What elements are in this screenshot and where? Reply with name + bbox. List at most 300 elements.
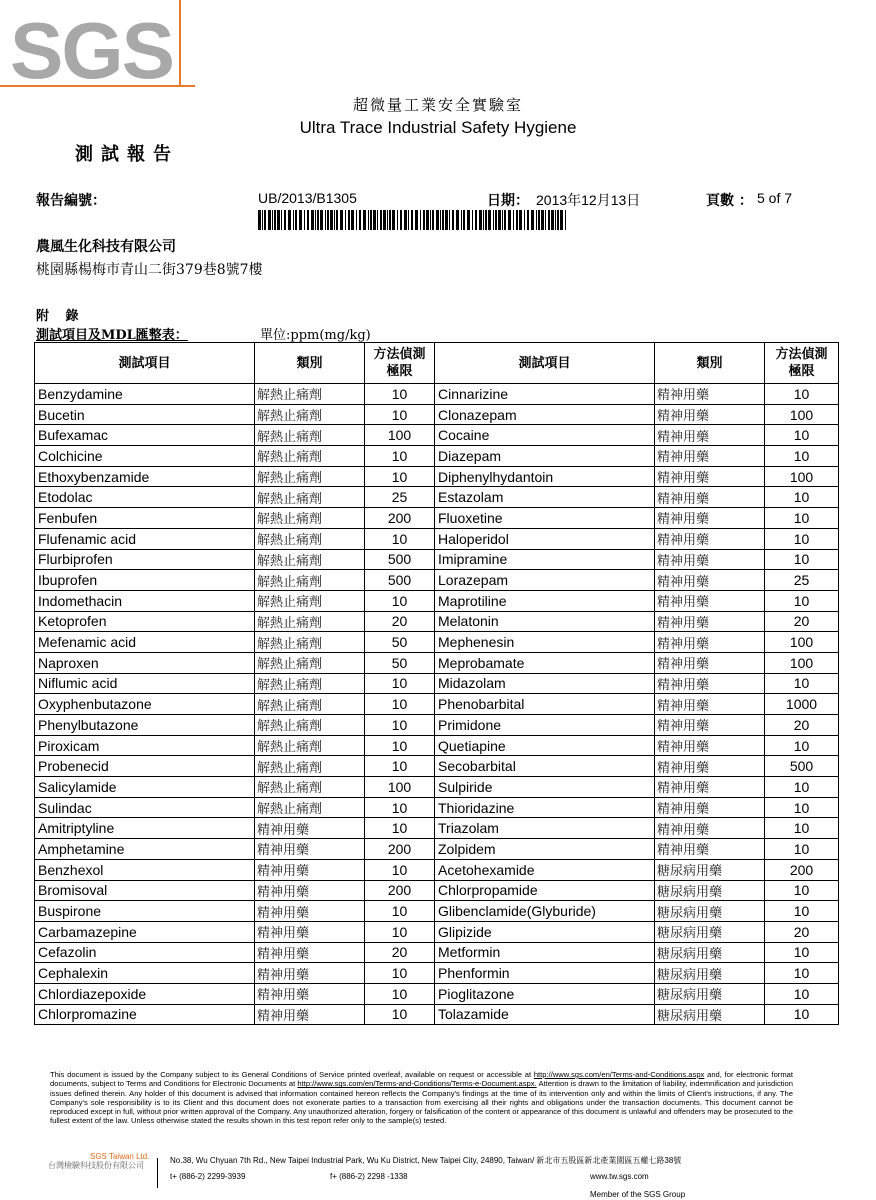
page-label: 頁數 ： <box>706 193 753 209</box>
item-name-left: Fenbufen <box>35 508 255 529</box>
item-name-left: Oxyphenbutazone <box>35 694 255 715</box>
footer-telephone: t+ (886-2) 2299-3939 <box>170 1172 246 1181</box>
item-category-right: 精神用藥 <box>655 446 765 467</box>
item-mdl-right: 20 <box>765 611 839 632</box>
barcode-bar <box>356 210 357 230</box>
barcode-bar <box>524 210 525 230</box>
item-mdl-right: 10 <box>765 963 839 984</box>
item-name-left: Ketoprofen <box>35 611 255 632</box>
item-category-right: 糖尿病用藥 <box>655 963 765 984</box>
item-category-left: 精神用藥 <box>255 818 365 839</box>
barcode-bar <box>551 210 554 230</box>
item-name-right: Chlorpropamide <box>435 880 655 901</box>
item-mdl-left: 10 <box>365 983 435 1004</box>
item-category-left: 解熱止痛劑 <box>255 694 365 715</box>
item-name-right: Phenformin <box>435 963 655 984</box>
barcode-bar <box>315 210 316 230</box>
report-no: UB/2013/B1305 <box>258 190 357 206</box>
item-name-right: Imipramine <box>435 549 655 570</box>
barcode-bar <box>320 210 323 230</box>
table-row <box>35 384 839 405</box>
item-category-right: 糖尿病用藥 <box>655 921 765 942</box>
table-row <box>35 611 839 632</box>
item-name-left: Phenylbutazone <box>35 715 255 736</box>
barcode-bar <box>513 210 514 230</box>
item-mdl-left: 10 <box>365 735 435 756</box>
header-mdl-line2: 極限 <box>386 364 413 379</box>
test-items-table <box>34 342 839 1025</box>
header-category-left: 類別 <box>255 343 365 384</box>
barcode-bar <box>397 210 398 230</box>
item-mdl-right: 10 <box>765 487 839 508</box>
terms-e-document-link[interactable]: http://www.sgs.com/en/Terms-and-Conditions/Terms-e-Document.aspx. <box>297 1079 537 1089</box>
date-label: 日期： <box>487 193 529 209</box>
barcode-bar <box>485 210 487 230</box>
item-category-right: 糖尿病用藥 <box>655 1004 765 1025</box>
barcode-bar <box>426 210 429 230</box>
barcode-bar <box>272 210 273 230</box>
item-category-right: 精神用藥 <box>655 590 765 611</box>
item-name-right: Triazolam <box>435 818 655 839</box>
item-mdl-left: 25 <box>365 487 435 508</box>
item-mdl-right: 100 <box>765 632 839 653</box>
item-name-left: Flufenamic acid <box>35 528 255 549</box>
barcode-bar <box>436 210 439 230</box>
table-row <box>35 466 839 487</box>
barcode-bar <box>432 210 434 230</box>
barcode-bar <box>377 210 378 230</box>
barcode-bar <box>548 210 550 230</box>
item-name-left: Cefazolin <box>35 942 255 963</box>
item-name-left: Piroxicam <box>35 735 255 756</box>
barcode-bar <box>536 210 537 230</box>
barcode-bar <box>516 210 518 230</box>
barcode-bar <box>262 210 263 230</box>
item-name-left: Carbamazepine <box>35 921 255 942</box>
item-category-left: 解熱止痛劑 <box>255 528 365 549</box>
item-category-right: 精神用藥 <box>655 735 765 756</box>
item-category-right: 糖尿病用藥 <box>655 901 765 922</box>
barcode-bar <box>274 210 276 230</box>
report-no-label: 報告編號： <box>36 193 106 209</box>
table-row <box>35 901 839 922</box>
item-name-left: Flurbiprofen <box>35 549 255 570</box>
table-row <box>35 694 839 715</box>
item-category-left: 解熱止痛劑 <box>255 652 365 673</box>
barcode-bar <box>295 210 297 230</box>
item-category-right: 精神用藥 <box>655 487 765 508</box>
barcode-bar <box>317 210 319 230</box>
header-mdl-line1: 方法偵測 <box>373 347 426 362</box>
item-name-right: Haloperidol <box>435 528 655 549</box>
barcode-bar <box>461 210 462 230</box>
item-mdl-right: 10 <box>765 983 839 1004</box>
item-name-right: Quetiapine <box>435 735 655 756</box>
item-name-left: Mefenamic acid <box>35 632 255 653</box>
table-row <box>35 632 839 653</box>
barcode-bar <box>498 210 501 230</box>
item-mdl-left: 10 <box>365 446 435 467</box>
barcode-bar <box>284 210 286 230</box>
barcode-bar <box>472 210 473 230</box>
item-category-right: 糖尿病用藥 <box>655 859 765 880</box>
barcode-bar <box>519 210 522 230</box>
barcode-bar <box>452 210 454 230</box>
item-category-left: 解熱止痛劑 <box>255 508 365 529</box>
item-name-left: Chlorpromazine <box>35 1004 255 1025</box>
item-category-left: 精神用藥 <box>255 880 365 901</box>
item-mdl-right: 10 <box>765 1004 839 1025</box>
item-category-left: 精神用藥 <box>255 901 365 922</box>
table-row <box>35 777 839 798</box>
barcode-bar <box>389 210 391 230</box>
item-mdl-right: 10 <box>765 777 839 798</box>
header-mdl-line1: 方法偵測 <box>775 347 828 362</box>
item-mdl-right: 10 <box>765 735 839 756</box>
item-name-right: Sulpiride <box>435 777 655 798</box>
item-mdl-right: 10 <box>765 590 839 611</box>
item-category-left: 精神用藥 <box>255 942 365 963</box>
item-mdl-left: 10 <box>365 1004 435 1025</box>
client-company: 農風生化科技有限公司 <box>36 239 176 255</box>
barcode-bar <box>463 210 465 230</box>
barcode-bar <box>370 210 372 230</box>
table-row <box>35 818 839 839</box>
item-name-left: Amphetamine <box>35 839 255 860</box>
barcode-bar <box>531 210 534 230</box>
barcode-bar <box>264 210 266 230</box>
barcode-bar <box>327 210 329 230</box>
item-mdl-right: 10 <box>765 839 839 860</box>
barcode-bar <box>508 210 511 230</box>
table-row <box>35 590 839 611</box>
item-name-right: Glibenclamide(Glyburide) <box>435 901 655 922</box>
barcode-bar <box>340 210 343 230</box>
header-category-right: 類別 <box>655 343 765 384</box>
disclaimer-part-2: and, for electronic format documents, subject to Terms and Conditions for Electronic Documents at <box>50 1070 793 1089</box>
barcode-bar <box>311 210 314 230</box>
item-category-right: 精神用藥 <box>655 384 765 405</box>
item-category-right: 精神用藥 <box>655 777 765 798</box>
item-category-right: 糖尿病用藥 <box>655 880 765 901</box>
disclaimer <box>50 1070 793 1126</box>
item-mdl-left: 10 <box>365 590 435 611</box>
barcode-bar <box>456 210 459 230</box>
header-item-right: 測試項目 <box>435 343 655 384</box>
item-mdl-right: 1000 <box>765 694 839 715</box>
table-row <box>35 983 839 1004</box>
barcode-bar <box>545 210 546 230</box>
item-name-left: Buspirone <box>35 901 255 922</box>
item-category-right: 精神用藥 <box>655 404 765 425</box>
item-name-right: Lorazepam <box>435 570 655 591</box>
item-category-left: 解熱止痛劑 <box>255 673 365 694</box>
barcode-bar <box>380 210 382 230</box>
barcode-bar <box>475 210 477 230</box>
item-name-right: Pioglitazone <box>435 983 655 1004</box>
item-mdl-left: 10 <box>365 673 435 694</box>
item-mdl-right: 200 <box>765 859 839 880</box>
table-row <box>35 859 839 880</box>
footer-address: No.38, Wu Chyuan 7th Rd., New Taipei Industrial Park, Wu Ku District, New Taipei City, 24890, Taiwan/ 新北市五股區新北產業園區五權七路38號 <box>170 1156 682 1165</box>
barcode-bar <box>538 210 540 230</box>
item-mdl-left: 10 <box>365 756 435 777</box>
item-category-left: 解熱止痛劑 <box>255 777 365 798</box>
item-name-right: Acetohexamide <box>435 859 655 880</box>
barcode-bar <box>440 210 441 230</box>
item-category-right: 精神用藥 <box>655 756 765 777</box>
item-name-right: Phenobarbital <box>435 694 655 715</box>
item-name-right: Mephenesin <box>435 632 655 653</box>
header-mdl-line2: 極限 <box>788 364 815 379</box>
barcode-bar <box>359 210 361 230</box>
item-category-left: 解熱止痛劑 <box>255 735 365 756</box>
item-name-left: Indomethacin <box>35 590 255 611</box>
barcode-bar <box>557 210 559 230</box>
table-row <box>35 549 839 570</box>
item-name-right: Diazepam <box>435 446 655 467</box>
item-mdl-right: 20 <box>765 715 839 736</box>
item-category-right: 精神用藥 <box>655 611 765 632</box>
item-mdl-left: 500 <box>365 549 435 570</box>
item-category-right: 精神用藥 <box>655 673 765 694</box>
item-name-right: Thioridazine <box>435 797 655 818</box>
item-mdl-left: 20 <box>365 942 435 963</box>
table-header-row <box>35 343 839 384</box>
appendix-label: 附 錄 <box>36 309 85 324</box>
item-mdl-right: 100 <box>765 404 839 425</box>
barcode-bar <box>293 210 294 230</box>
item-category-left: 解熱止痛劑 <box>255 590 365 611</box>
item-category-right: 精神用藥 <box>655 694 765 715</box>
item-category-right: 精神用藥 <box>655 652 765 673</box>
item-mdl-right: 100 <box>765 652 839 673</box>
barcode-bar <box>307 210 309 230</box>
item-name-right: Secobarbital <box>435 756 655 777</box>
item-mdl-left: 10 <box>365 901 435 922</box>
item-name-right: Maprotiline <box>435 590 655 611</box>
item-name-right: Cocaine <box>435 425 655 446</box>
test-items-label: 測試項目及MDL匯整表： <box>36 328 188 343</box>
item-category-left: 解熱止痛劑 <box>255 715 365 736</box>
barcode-bar <box>336 210 338 230</box>
report-date: 2013年12月13日 <box>536 192 641 208</box>
item-name-right: Diphenylhydantoin <box>435 466 655 487</box>
table-row <box>35 715 839 736</box>
item-name-right: Cinnarizine <box>435 384 655 405</box>
table-row <box>35 570 839 591</box>
footer-website: www.tw.sgs.com <box>590 1172 649 1181</box>
item-name-left: Benzhexol <box>35 859 255 880</box>
footer-divider <box>157 1158 158 1188</box>
barcode-bar <box>408 210 409 230</box>
item-mdl-right: 20 <box>765 921 839 942</box>
table-row <box>35 652 839 673</box>
item-mdl-left: 10 <box>365 384 435 405</box>
sgs-logo <box>0 0 200 90</box>
item-mdl-left: 10 <box>365 404 435 425</box>
barcode-bar <box>493 210 494 230</box>
table-row <box>35 446 839 467</box>
barcode-bar <box>488 210 491 230</box>
barcode-bar <box>442 210 444 230</box>
item-name-left: Cephalexin <box>35 963 255 984</box>
item-mdl-left: 10 <box>365 528 435 549</box>
barcode-bar <box>373 210 376 230</box>
footer-company-en: SGS Taiwan Ltd. <box>90 1152 150 1161</box>
item-mdl-right: 10 <box>765 384 839 405</box>
barcode-bar <box>495 210 497 230</box>
barcode-bar <box>445 210 448 230</box>
terms-link[interactable]: http://www.sgs.com/en/Terms-and-Conditions.aspx <box>533 1070 705 1079</box>
barcode-bar <box>325 210 326 230</box>
item-category-right: 精神用藥 <box>655 818 765 839</box>
item-category-left: 解熱止痛劑 <box>255 446 365 467</box>
item-name-right: Midazolam <box>435 673 655 694</box>
item-name-right: Meprobamate <box>435 652 655 673</box>
item-mdl-left: 200 <box>365 839 435 860</box>
item-name-left: Benzydamine <box>35 384 255 405</box>
item-mdl-left: 50 <box>365 652 435 673</box>
item-name-right: Estazolam <box>435 487 655 508</box>
barcode-bar <box>348 210 350 230</box>
item-name-left: Colchicine <box>35 446 255 467</box>
item-mdl-left: 200 <box>365 508 435 529</box>
item-name-left: Amitriptyline <box>35 818 255 839</box>
barcode-bar <box>330 210 333 230</box>
unit-label: 單位:ppm(mg/kg) <box>260 328 371 343</box>
report-title: 測試報告 <box>75 144 179 165</box>
barcode-bar <box>420 210 421 230</box>
item-name-left: Ibuprofen <box>35 570 255 591</box>
barcode-bar <box>363 210 366 230</box>
table-row <box>35 963 839 984</box>
table-row <box>35 1004 839 1025</box>
item-mdl-left: 50 <box>365 632 435 653</box>
item-mdl-left: 10 <box>365 963 435 984</box>
lab-name-en: Ultra Trace Industrial Safety Hygiene <box>299 118 577 137</box>
item-category-left: 解熱止痛劑 <box>255 425 365 446</box>
lab-name-cn: 超微量工業安全實驗室 <box>352 96 523 114</box>
item-name-left: Bufexamac <box>35 425 255 446</box>
item-category-right: 精神用藥 <box>655 797 765 818</box>
barcode-bar <box>411 210 413 230</box>
table-row <box>35 735 839 756</box>
barcode-bar <box>415 210 418 230</box>
item-category-right: 精神用藥 <box>655 508 765 529</box>
item-name-left: Sulindac <box>35 797 255 818</box>
barcode-bar <box>541 210 544 230</box>
item-mdl-left: 100 <box>365 425 435 446</box>
item-name-left: Bromisoval <box>35 880 255 901</box>
item-category-right: 精神用藥 <box>655 466 765 487</box>
table-row <box>35 487 839 508</box>
barcode-bar <box>483 210 484 230</box>
barcode-bar <box>467 210 470 230</box>
item-category-left: 解熱止痛劑 <box>255 756 365 777</box>
table-row <box>35 404 839 425</box>
item-name-left: Salicylamide <box>35 777 255 798</box>
item-mdl-right: 500 <box>765 756 839 777</box>
barcode-bar <box>345 210 346 230</box>
item-name-right: Primidone <box>435 715 655 736</box>
barcode-bar <box>400 210 402 230</box>
item-mdl-right: 25 <box>765 570 839 591</box>
table-row <box>35 942 839 963</box>
item-name-left: Chlordiazepoxide <box>35 983 255 1004</box>
header-item-left: 測試項目 <box>35 343 255 384</box>
client-address: 桃園縣楊梅市青山二街379巷8號7樓 <box>36 262 263 278</box>
disclaimer-part-3: Attention is drawn to the limitation of liability, indemnification and jurisdiction issues defined therein. Any holder of this document is advised that information contained hereon reflects the Company's findings at the time of its intervention only and within the limits of Client's instructions, if any. The Company's sole responsibility is to its Client and this document does not exonerate parties to a transaction from exercising all their rights and obligations under the transaction documents. This document cannot be reproduced except in full, without prior written approval of the Company. Any unauthorized alteration, forgery or falsification of the content or appearance of this document is unlawful and offenders may be prosecuted to the fullest extent of the law. Unless otherwise stated the results shown in this test report refer only to the sample(s) tested. <box>50 1079 793 1126</box>
item-category-left: 精神用藥 <box>255 859 365 880</box>
barcode-bar <box>268 210 271 230</box>
item-category-right: 糖尿病用藥 <box>655 983 765 1004</box>
barcode-bar <box>479 210 482 230</box>
item-mdl-left: 20 <box>365 611 435 632</box>
item-category-left: 精神用藥 <box>255 921 365 942</box>
item-mdl-right: 10 <box>765 942 839 963</box>
item-mdl-left: 500 <box>365 570 435 591</box>
item-category-left: 解熱止痛劑 <box>255 466 365 487</box>
barcode-bar <box>555 210 556 230</box>
item-category-right: 精神用藥 <box>655 632 765 653</box>
item-category-right: 精神用藥 <box>655 839 765 860</box>
item-mdl-left: 10 <box>365 466 435 487</box>
item-mdl-left: 100 <box>365 777 435 798</box>
barcode-bar <box>334 210 335 230</box>
barcode-bar <box>383 210 386 230</box>
barcode-bar <box>288 210 291 230</box>
item-mdl-right: 10 <box>765 528 839 549</box>
barcode-bar <box>560 210 563 230</box>
item-category-left: 精神用藥 <box>255 983 365 1004</box>
footer-member: Member of the SGS Group <box>590 1190 686 1199</box>
header-mdl-right <box>765 343 839 384</box>
barcode-bar <box>299 210 302 230</box>
item-category-right: 精神用藥 <box>655 570 765 591</box>
disclaimer-part-1: This document is issued by the Company subject to its General Conditions of Service printed overleaf, available on request or accessible at <box>50 1070 534 1079</box>
barcode-bar <box>504 210 506 230</box>
item-name-right: Fluoxetine <box>435 508 655 529</box>
item-mdl-left: 200 <box>365 880 435 901</box>
barcode-bar <box>565 210 566 230</box>
item-name-right: Metformin <box>435 942 655 963</box>
barcode-bar <box>430 210 431 230</box>
item-category-left: 解熱止痛劑 <box>255 632 365 653</box>
item-category-right: 精神用藥 <box>655 549 765 570</box>
item-mdl-right: 10 <box>765 673 839 694</box>
barcode-bar <box>258 210 261 230</box>
item-category-left: 解熱止痛劑 <box>255 487 365 508</box>
item-category-left: 解熱止痛劑 <box>255 797 365 818</box>
item-mdl-right: 100 <box>765 466 839 487</box>
table-row <box>35 921 839 942</box>
barcode-bar <box>449 210 450 230</box>
item-category-left: 解熱止痛劑 <box>255 384 365 405</box>
header-mdl-left <box>365 343 435 384</box>
item-category-left: 精神用藥 <box>255 1004 365 1025</box>
item-name-left: Probenecid <box>35 756 255 777</box>
item-mdl-left: 10 <box>365 818 435 839</box>
footer-company-cn: 台灣檢驗科技股份有限公司 <box>48 1161 144 1170</box>
item-name-left: Bucetin <box>35 404 255 425</box>
item-name-left: Niflumic acid <box>35 673 255 694</box>
item-category-right: 糖尿病用藥 <box>655 942 765 963</box>
item-mdl-left: 10 <box>365 859 435 880</box>
item-mdl-right: 10 <box>765 901 839 922</box>
table-row <box>35 797 839 818</box>
table-row <box>35 673 839 694</box>
